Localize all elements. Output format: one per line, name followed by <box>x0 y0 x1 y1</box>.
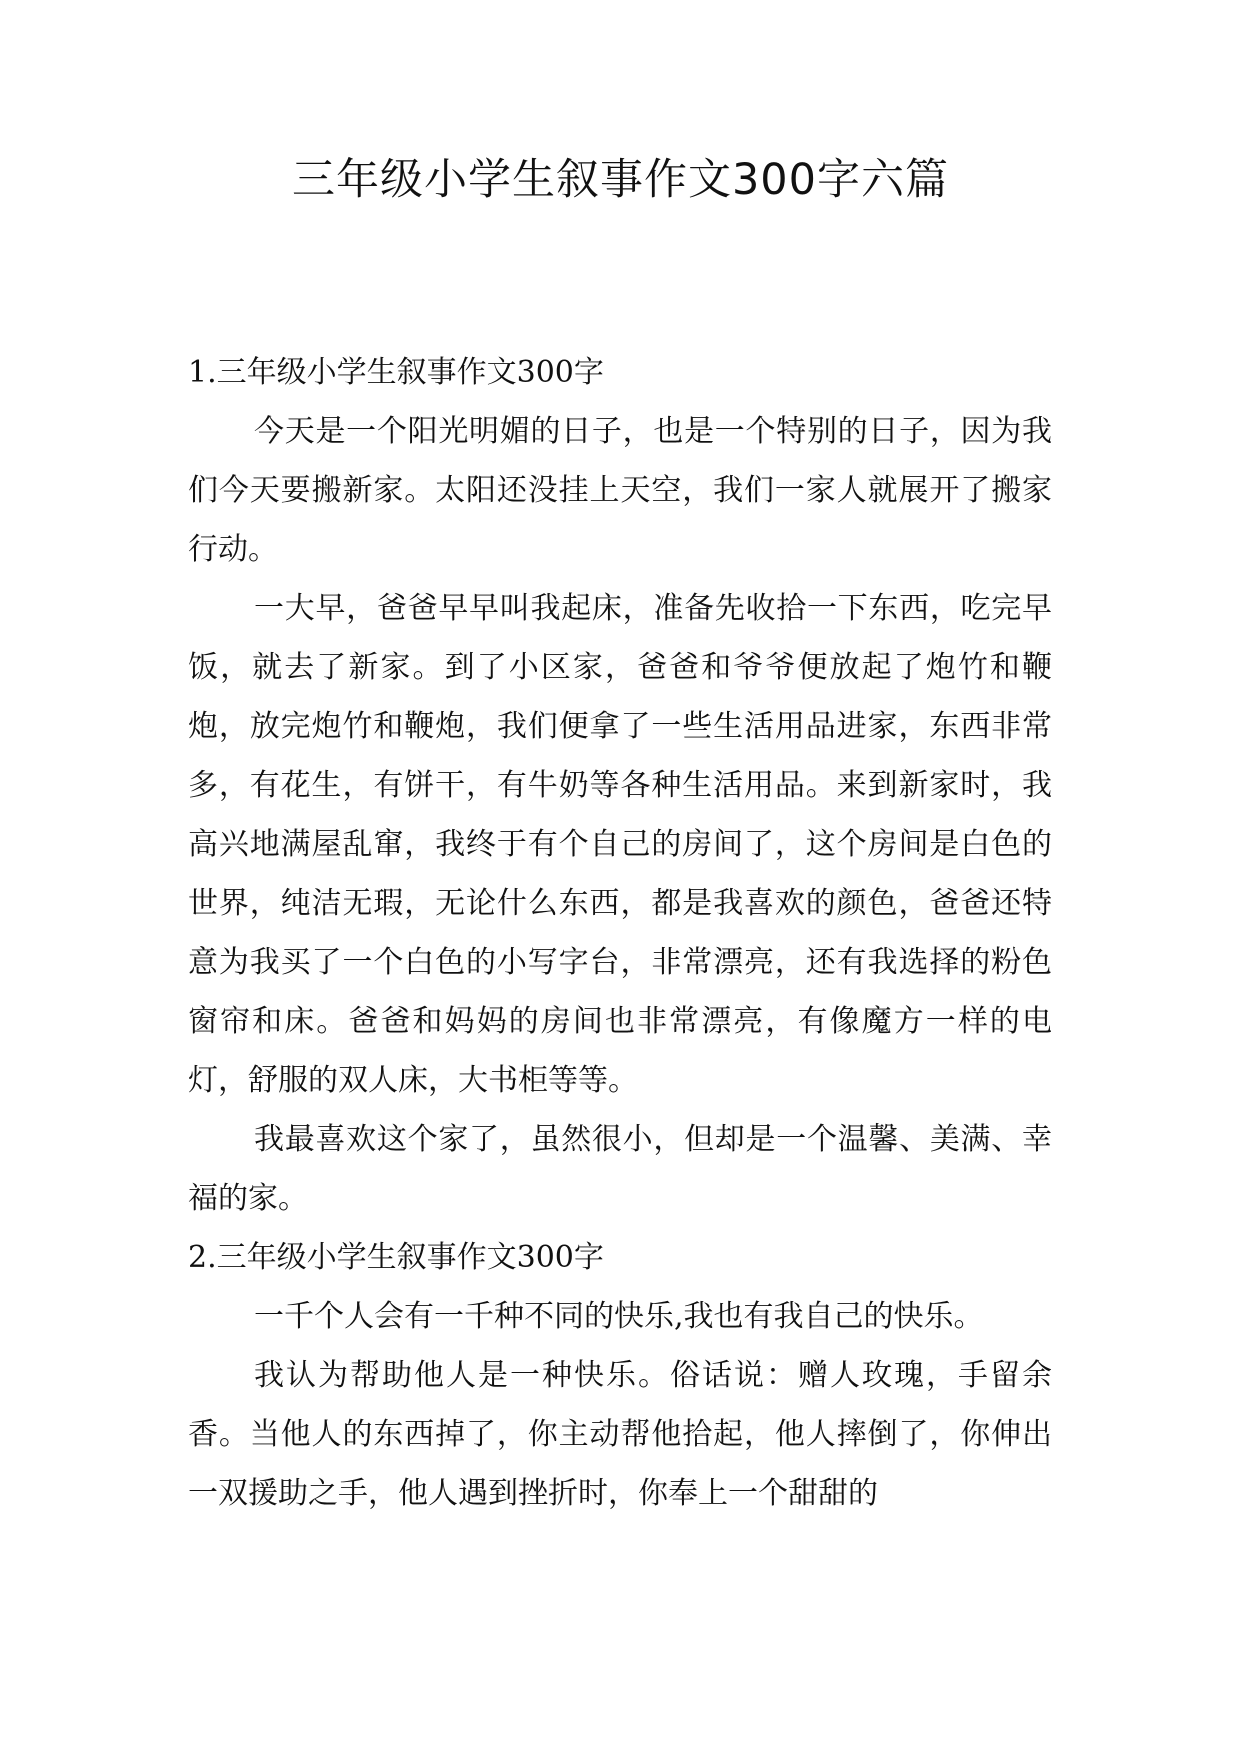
section-1 <box>188 343 1052 1228</box>
document-title: 三年级小学生叙事作文300字六篇 <box>291 155 950 205</box>
document-body <box>188 343 1052 1523</box>
paragraph: 一千个人会有一千种不同的快乐,我也有我自己的快乐。 <box>254 1299 984 1334</box>
section-heading: 2.三年级小学生叙事作文300字 <box>188 1240 604 1275</box>
paragraph: 一大早，爸爸早早叫我起床，准备先收拾一下东西，吃完早饭，就去了新家。到了小区家，爸爸和爷爷便放起了炮竹和鞭炮，放完炮竹和鞭炮，我们便拿了一些生活用品进家，东西非常多，有花生，有饼干，有牛奶等各种生活用品。来到新家时，我高兴地满屋乱窜，我终于有个自己的房间了，这个房间是白色的世界，纯洁无瑕，无论什么东西，都是我喜欢的颜色，爸爸还特意为我买了一个白色的小写字台，非常漂亮，还有我选择的粉色窗帘和床。爸爸和妈妈的房间也非常漂亮，有像魔方一样的电灯，舒服的双人床，大书柜等等。 <box>188 591 1052 1098</box>
section-heading: 1.三年级小学生叙事作文300字 <box>188 355 604 390</box>
paragraph: 今天是一个阳光明媚的日子，也是一个特别的日子，因为我们今天要搬新家。太阳还没挂上天空，我们一家人就展开了搬家行动。 <box>188 414 1052 567</box>
section-2 <box>188 1228 1052 1523</box>
paragraph: 我认为帮助他人是一种快乐。俗话说：赠人玫瑰，手留余香。当他人的东西掉了，你主动帮他拾起，他人摔倒了，你伸出一双援助之手，他人遇到挫折时，你奉上一个甜甜的 <box>188 1358 1052 1511</box>
paragraph: 我最喜欢这个家了，虽然很小，但却是一个温馨、美满、幸福的家。 <box>188 1122 1052 1216</box>
